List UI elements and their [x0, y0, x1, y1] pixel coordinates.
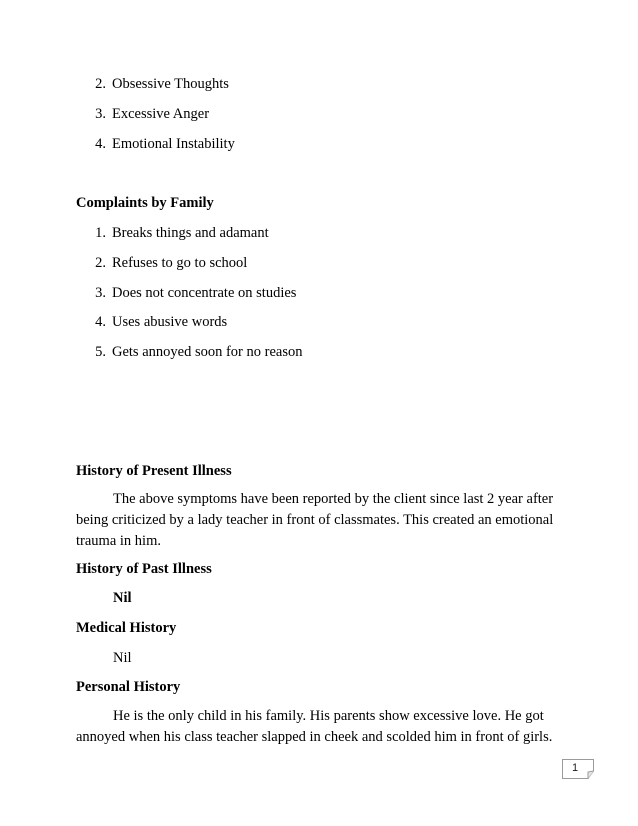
list-item-text: Gets annoyed soon for no reason — [112, 344, 303, 360]
list-item — [88, 342, 302, 363]
list-item-text: Obsessive Thoughts — [112, 76, 229, 92]
present-illness-heading: History of Present Illness — [76, 463, 232, 479]
personal-history-paragraph: He is the only child in his family. His parents show excessive love. He got annoyed when his class teacher slapped in cheek and scolded him in front of girls. — [76, 708, 553, 745]
list-item — [88, 104, 209, 125]
list-item — [88, 253, 247, 274]
list-item — [88, 134, 235, 155]
medical-history-value: Nil — [113, 650, 132, 666]
past-illness-heading: History of Past Illness — [76, 561, 212, 577]
list-item — [88, 312, 227, 333]
list-item — [88, 223, 269, 244]
list-item-number: 2. — [95, 255, 106, 271]
list-item-number: 4. — [95, 314, 106, 330]
list-item-number: 5. — [95, 344, 106, 360]
list-item — [88, 74, 229, 95]
list-item-number: 3. — [95, 106, 106, 122]
personal-history-heading: Personal History — [76, 679, 181, 695]
list-item-number: 4. — [95, 136, 106, 152]
medical-history-heading: Medical History — [76, 620, 177, 636]
list-item-text: Excessive Anger — [112, 106, 210, 122]
list-item-text: Does not concentrate on studies — [112, 285, 297, 301]
list-item-text: Refuses to go to school — [112, 255, 248, 271]
list-item-text: Uses abusive words — [112, 314, 228, 330]
complaints-heading: Complaints by Family — [76, 195, 214, 211]
list-item-number: 2. — [95, 76, 106, 92]
past-illness-value: Nil — [113, 590, 132, 606]
list-item-text: Emotional Instability — [112, 136, 235, 152]
list-item-number: 1. — [95, 225, 106, 241]
list-item — [88, 283, 296, 304]
page-number-box — [562, 759, 594, 779]
list-item-text: Breaks things and adamant — [112, 225, 269, 241]
present-illness-paragraph: The above symptoms have been reported by the client since last 2 year after being criticized by a lady teacher in front of classmates. This created an emotional trauma in him. — [76, 491, 554, 549]
list-item-number: 3. — [95, 285, 106, 301]
page-number: 1 — [571, 762, 579, 774]
